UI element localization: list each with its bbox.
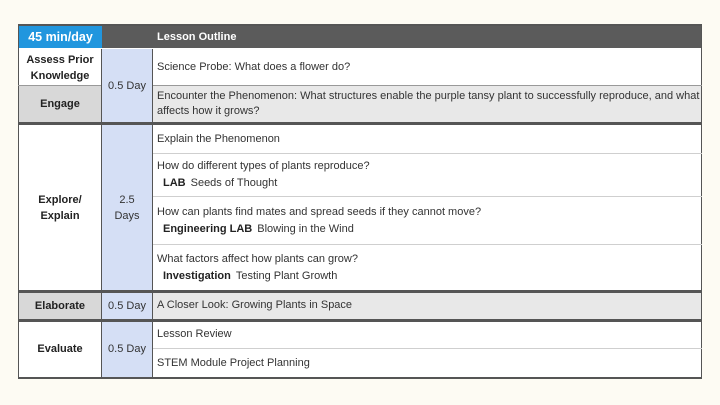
activity-lab xyxy=(157,222,702,237)
activity-science-probe xyxy=(153,49,702,86)
activity-text: Science Probe: What does a flower do? xyxy=(157,61,351,73)
table-border xyxy=(18,377,702,379)
activity-encounter-phenomenon xyxy=(153,86,702,122)
lab-tag: LAB xyxy=(163,177,186,189)
activity-stem-planning xyxy=(153,349,702,377)
time-assess-engage: 0.5 Day xyxy=(101,49,153,122)
lab-tag: Investigation xyxy=(163,270,231,282)
activity-lab xyxy=(157,176,702,191)
time-evaluate: 0.5 Day xyxy=(101,321,153,377)
section-divider xyxy=(18,319,702,322)
lab-tag: Engineering LAB xyxy=(163,222,253,235)
lab-title: Blowing in the Wind xyxy=(257,222,354,235)
phase-explore-explain: Explore/ Explain xyxy=(19,125,101,291)
table-border xyxy=(18,24,19,379)
lab-title: Testing Plant Growth xyxy=(235,270,338,282)
row-divider xyxy=(153,153,702,154)
time-header: 45 min/day xyxy=(19,26,102,48)
phase-assess-prior-knowledge: Assess Prior Knowledge xyxy=(19,49,101,86)
section-divider xyxy=(18,122,702,125)
time-explore: 2.5 Days xyxy=(101,125,153,291)
activity-question: How can plants find mates and spread seeds if they cannot move? xyxy=(157,205,482,218)
phase-evaluate: Evaluate xyxy=(19,321,101,377)
activity-text: Explain the Phenomenon xyxy=(157,132,280,145)
activity-text: A Closer Look: Growing Plants in Space xyxy=(157,299,353,311)
lesson-outline-table xyxy=(18,24,702,379)
lab-title: Seeds of Thought xyxy=(190,177,278,189)
activity-text: Encounter the Phenomenon: What structures enable the purple tansy plant to successfully reproduce, and what affects how it grows? xyxy=(157,90,700,117)
column-divider xyxy=(101,49,102,378)
activity-plant-growth xyxy=(153,245,702,291)
row-divider xyxy=(153,196,702,197)
row-divider xyxy=(18,85,101,86)
activity-plant-reproduction xyxy=(153,154,702,196)
activity-closer-look xyxy=(153,292,702,319)
activity-plant-mates xyxy=(153,197,702,244)
row-divider xyxy=(153,348,702,349)
activity-text: Lesson Review xyxy=(157,328,232,340)
column-divider xyxy=(152,49,153,378)
phase-engage: Engage xyxy=(19,86,101,122)
time-elaborate: 0.5 Day xyxy=(101,292,153,319)
activity-explain-phenomenon xyxy=(153,125,702,153)
activity-question: How do different types of plants reproduce? xyxy=(157,160,370,172)
table-border xyxy=(701,24,702,379)
lesson-outline-header: Lesson Outline xyxy=(102,26,702,48)
row-divider xyxy=(153,244,702,245)
activity-text: STEM Module Project Planning xyxy=(157,356,310,369)
activity-lesson-review xyxy=(153,321,702,348)
section-divider xyxy=(18,290,702,293)
activity-lab xyxy=(157,269,702,284)
phase-elaborate: Elaborate xyxy=(19,292,101,319)
row-divider xyxy=(153,85,702,86)
table-border xyxy=(18,24,702,26)
activity-question: What factors affect how plants can grow? xyxy=(157,253,358,265)
